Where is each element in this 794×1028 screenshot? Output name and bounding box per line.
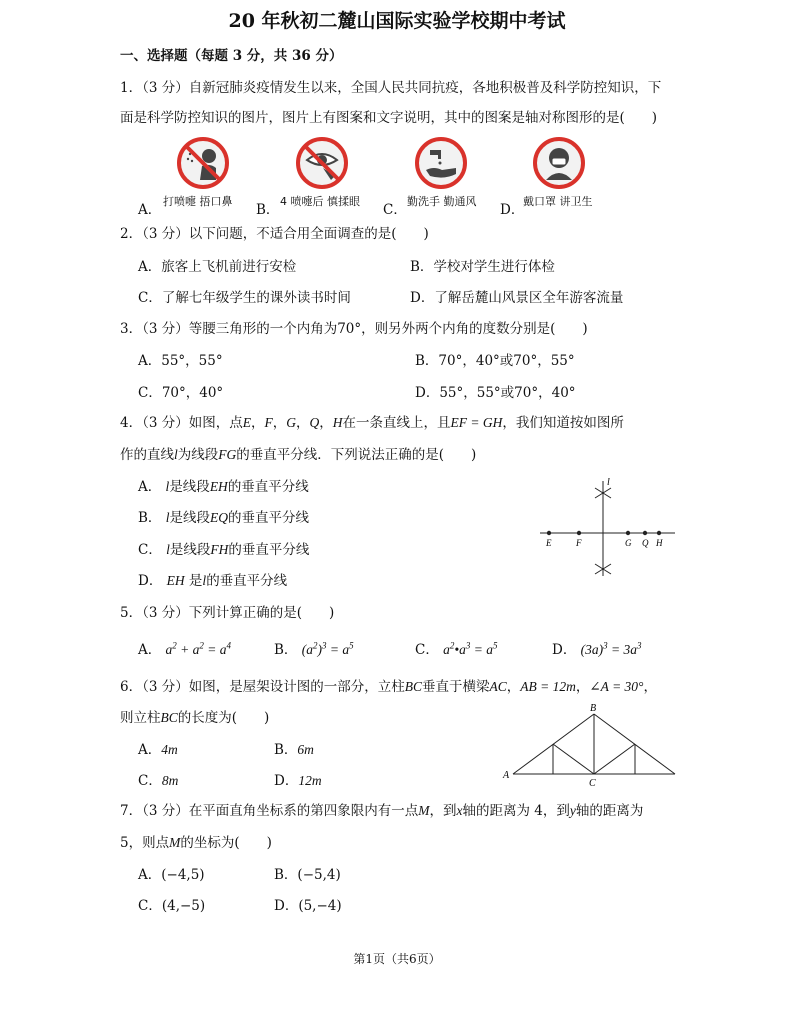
- point-m: M: [169, 835, 181, 850]
- perpendicular-bisector-figure: [535, 476, 685, 581]
- point-f: F: [264, 415, 273, 430]
- page-title: 20 年秋初二麓山国际实验学校期中考试: [228, 10, 566, 32]
- q3-option-b[interactable]: B．70°，40°或70°，55°: [415, 353, 575, 369]
- roof-truss-figure: [503, 702, 683, 789]
- q2-option-a[interactable]: A．旅客上飞机前进行安检: [138, 259, 297, 275]
- option-letter: C．: [138, 898, 162, 914]
- option-text: 是线段: [169, 479, 210, 495]
- line-l: l: [165, 479, 170, 494]
- option-text: 是线段: [169, 510, 210, 526]
- angle-a: ∠A = 30°: [589, 679, 644, 694]
- point-m: M: [418, 803, 430, 818]
- option-letter: D．: [138, 573, 163, 589]
- option-letter: C．: [138, 542, 162, 558]
- segment-eh: EH: [209, 479, 228, 494]
- q7-line1: [120, 799, 643, 819]
- q6-option-a[interactable]: [138, 738, 178, 758]
- q3-option-c[interactable]: C．70°，40°: [138, 385, 224, 401]
- option-letter: A．: [138, 479, 162, 495]
- q4-option-d[interactable]: [138, 569, 287, 589]
- line-l: l: [165, 510, 170, 525]
- q1-line1: 1．（3 分）自新冠肺炎疫情发生以来，全国人民共同抗疫，各地积极普及科学防控知识，下: [120, 80, 662, 96]
- q1-caption-b: 4 喷嚏后 慎揉眼: [280, 195, 360, 208]
- q2-option-c[interactable]: C．了解七年级学生的课外读书时间: [138, 290, 351, 306]
- label-b: B: [590, 703, 597, 714]
- q4-option-a[interactable]: [138, 475, 309, 495]
- q2-stem: 2．（3 分）以下问题，不适合用全面调查的是( ): [120, 226, 429, 242]
- option-value: 4m: [161, 742, 178, 757]
- option-text: 是: [188, 573, 203, 589]
- option-value: 8m: [161, 773, 179, 788]
- q1-option-c[interactable]: C．: [383, 202, 407, 218]
- point-e: E: [242, 415, 251, 430]
- q4-line1: 4．（3 分）如图，点E，F，G，Q，H在一条直线上，且EF = GH，我们知道按如图所: [120, 415, 624, 431]
- q4-text: 为线段: [177, 447, 219, 463]
- line-l: l: [202, 573, 207, 588]
- q7-text: 5，则点: [120, 835, 170, 851]
- page-footer: 第1页（共6页）: [353, 952, 441, 966]
- option-value: (−4,5): [161, 867, 205, 883]
- q7-option-d[interactable]: [274, 894, 342, 914]
- q6-option-d[interactable]: [274, 769, 322, 789]
- q5-option-b[interactable]: B． $(a^2)^3 = a^5$: [274, 640, 354, 658]
- length-ab: AB = 12m: [520, 679, 576, 694]
- q4-text: 4．（3 分）如图，点: [120, 415, 243, 431]
- q5-stem: 5．（3 分）下列计算正确的是( ): [120, 605, 335, 621]
- label-h: H: [656, 538, 663, 548]
- option-letter: D．: [274, 898, 299, 914]
- wash-hands-icon: [414, 136, 468, 190]
- point-h: H: [332, 415, 343, 430]
- q5-option-a[interactable]: A． $a^2 + a^2 = a^4$: [138, 640, 232, 658]
- q1-option-d[interactable]: D．: [500, 202, 525, 218]
- q6-text: ，: [506, 679, 521, 695]
- q7-option-a[interactable]: [138, 863, 205, 883]
- line-l: l: [166, 542, 170, 557]
- q7-text: 轴的距离为: [575, 803, 644, 819]
- wear-mask-icon: [532, 136, 586, 190]
- q3-option-d[interactable]: D．55°，55°或70°，40°: [415, 385, 576, 401]
- label-g: G: [625, 538, 632, 548]
- q4-text: 的垂直平分线．下列说法正确的是( ): [236, 447, 477, 463]
- section-heading: 一、选择题（每题 3 分，共 36 分）: [120, 48, 343, 64]
- no-rub-eye-icon: [295, 136, 349, 190]
- option-text: 的垂直平分线: [206, 573, 288, 589]
- segment-eh: EH: [166, 573, 185, 588]
- segment-bc: BC: [404, 679, 422, 694]
- option-letter: A．: [138, 742, 162, 758]
- x-axis: x: [456, 803, 463, 818]
- label-c: C: [589, 778, 596, 789]
- label-a: A: [503, 770, 510, 781]
- segment-eq: EQ: [209, 510, 228, 525]
- option-letter: B．: [274, 642, 298, 658]
- q6-line2: [120, 706, 269, 726]
- q6-text: 的长度为( ): [177, 710, 270, 726]
- q6-line1: [120, 675, 657, 695]
- point-q: Q: [309, 415, 320, 430]
- q5-option-d[interactable]: D． $(3a)^3 = 3a^3$: [552, 640, 642, 658]
- option-value: (−5,4): [297, 867, 341, 883]
- q1-caption-c: 勤洗手 勤通风: [407, 195, 477, 208]
- q6-text: 则立柱: [120, 710, 161, 726]
- q3-option-a[interactable]: A．55°，55°: [138, 353, 223, 369]
- q6-text: ，: [643, 679, 657, 695]
- q7-text: 轴的距离为 4，到: [462, 803, 570, 819]
- label-f: F: [576, 538, 582, 548]
- option-text: 的垂直平分线: [227, 510, 309, 526]
- q3-stem: 3．（3 分）等腰三角形的一个内角为70°，则另外两个内角的度数分别是( ): [120, 321, 588, 337]
- option-value: (4,−5): [161, 898, 206, 914]
- q4-equation: EF = GH: [450, 415, 503, 430]
- point-g: G: [286, 415, 296, 430]
- q5-option-c[interactable]: C． $a^2•a^3 = a^5$: [415, 640, 498, 658]
- label-l: l: [607, 477, 610, 488]
- option-text: 是线段: [169, 542, 211, 558]
- option-letter: A．: [138, 867, 162, 883]
- q6-text: 垂直于横梁: [422, 679, 490, 695]
- q6-text: 6．（3 分）如图，是屋架设计图的一部分，立柱: [120, 679, 405, 695]
- no-sneeze-icon: [176, 136, 230, 190]
- option-value: (5,−4): [298, 898, 342, 914]
- option-letter: A．: [138, 642, 162, 658]
- q1-caption-d: 戴口罩 讲卫生: [523, 195, 593, 208]
- q7-text: ，到: [429, 803, 457, 819]
- option-letter: C．: [415, 642, 439, 658]
- line-l: l: [174, 447, 178, 462]
- q6-option-c[interactable]: [138, 769, 178, 789]
- q7-option-c[interactable]: [138, 894, 205, 914]
- q4-line2: [120, 443, 476, 463]
- q4-option-c[interactable]: [138, 538, 309, 558]
- option-value: 12m: [298, 773, 322, 788]
- q7-line2: [120, 831, 272, 851]
- y-axis: y: [569, 803, 576, 818]
- label-e: E: [546, 538, 552, 548]
- q4-text: 在一条直线上，且: [342, 415, 451, 431]
- option-value: 6m: [297, 742, 314, 757]
- option-letter: B．: [138, 510, 162, 526]
- segment-bc: BC: [160, 710, 178, 725]
- q1-line2: 面是科学防控知识的图片，图片上有图案和文字说明，其中的图案是轴对称图形的是( ): [120, 110, 658, 126]
- option-letter: D．: [552, 642, 577, 658]
- q4-text: 作的直线: [120, 447, 174, 463]
- q1-caption-a: 打喷嚏 捂口鼻: [163, 195, 233, 208]
- q7-text: 7．（3 分）在平面直角坐标系的第四象限内有一点: [120, 803, 419, 819]
- option-text: 的垂直平分线: [228, 542, 310, 558]
- q6-option-b[interactable]: [274, 738, 314, 758]
- q4-text: ，我们知道按如图所: [502, 415, 624, 431]
- option-letter: B．: [274, 867, 298, 883]
- q6-text: ，: [575, 679, 590, 695]
- q7-text: 的坐标为( ): [180, 835, 272, 851]
- option-letter: C．: [138, 773, 162, 789]
- q1-option-b[interactable]: B．: [256, 202, 280, 218]
- segment-fg: FG: [218, 447, 237, 462]
- q2-option-b[interactable]: B．学校对学生进行体检: [410, 259, 555, 275]
- q4-option-b[interactable]: [138, 506, 309, 526]
- option-letter: D．: [274, 773, 299, 789]
- segment-fh: FH: [210, 542, 229, 557]
- label-q: Q: [642, 538, 649, 548]
- option-letter: B．: [274, 742, 298, 758]
- q2-option-d[interactable]: D．了解岳麓山风景区全年游客流量: [410, 290, 624, 306]
- option-text: 的垂直平分线: [227, 479, 309, 495]
- q1-option-a[interactable]: A．: [138, 202, 162, 218]
- q7-option-b[interactable]: [274, 863, 341, 883]
- segment-ac: AC: [489, 679, 507, 694]
